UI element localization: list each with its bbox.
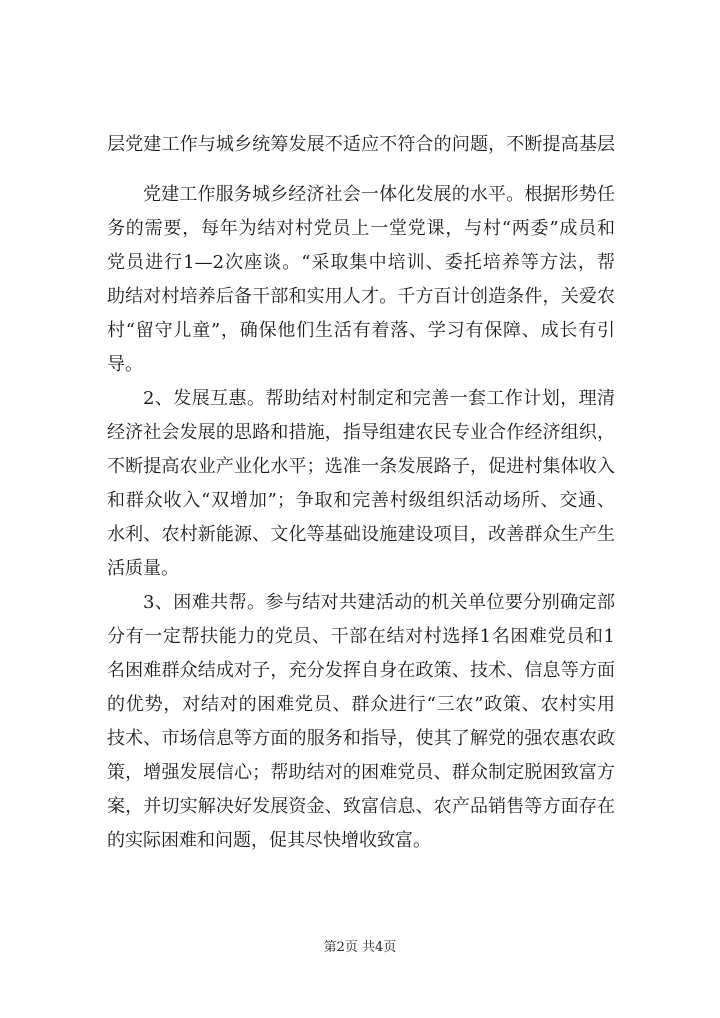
text-line: 的实际困难和问题，促其尽快增收致富。 — [107, 830, 431, 851]
text-line: 策，增强发展信心；帮助结对的困难党员、群众制定脱困致富方 — [107, 762, 615, 783]
text-line: 助结对村培养后备干部和实用人才。千方百计创造条件，关爱农 — [107, 286, 615, 307]
text-line: 技术、市场信息等方面的服务和指导，使其了解党的强农惠农政 — [107, 728, 615, 749]
text-line: 党员进行1—2次座谈。“采取集中培训、委托培养等方法，帮 — [107, 252, 615, 273]
text-line: 活质量。 — [107, 558, 179, 579]
page-number-footer: 第2页 共4页 — [323, 940, 397, 955]
text-line: 导。 — [107, 354, 143, 375]
text-line: 不断提高农业产业化水平；选准一条发展路子，促进村集体收入 — [107, 456, 615, 477]
line-gap — [107, 162, 615, 178]
text-line: 和群众收入“双增加”；争取和完善村级组织活动场所、交通、 — [107, 490, 615, 511]
text-line: 3、困难共帮。参与结对共建活动的机关单位要分别确定部 — [143, 592, 615, 613]
text-line: 2、发展互惠。帮助结对村制定和完善一套工作计划，理清 — [143, 388, 615, 409]
text-line: 案，并切实解决好发展资金、致富信息、农产品销售等方面存在 — [107, 796, 615, 817]
text-line: 名困难群众结成对子，充分发挥自身在政策、技术、信息等方面 — [107, 660, 615, 681]
text-line: 层党建工作与城乡统筹发展不适应不符合的问题，不断提高基层 — [107, 134, 615, 155]
text-line: 党建工作服务城乡经济社会一体化发展的水平。根据形势任 — [143, 184, 615, 205]
text-line: 务的需要，每年为结对村党员上一堂党课，与村“两委”成员和 — [107, 218, 615, 239]
text-line: 村“留守儿童”，确保他们生活有着落、学习有保障、成长有引 — [107, 320, 615, 341]
text-line: 分有一定帮扶能力的党员、干部在结对村选择1名困难党员和1 — [107, 626, 615, 647]
body-text — [107, 128, 615, 858]
text-line: 水利、农村新能源、文化等基础设施建设项目，改善群众生产生 — [107, 524, 615, 545]
text-line: 经济社会发展的思路和措施，指导组建农民专业合作经济组织， — [107, 422, 615, 443]
text-line: 的优势，对结对的困难党员、群众进行“三农”政策、农村实用 — [107, 694, 615, 715]
